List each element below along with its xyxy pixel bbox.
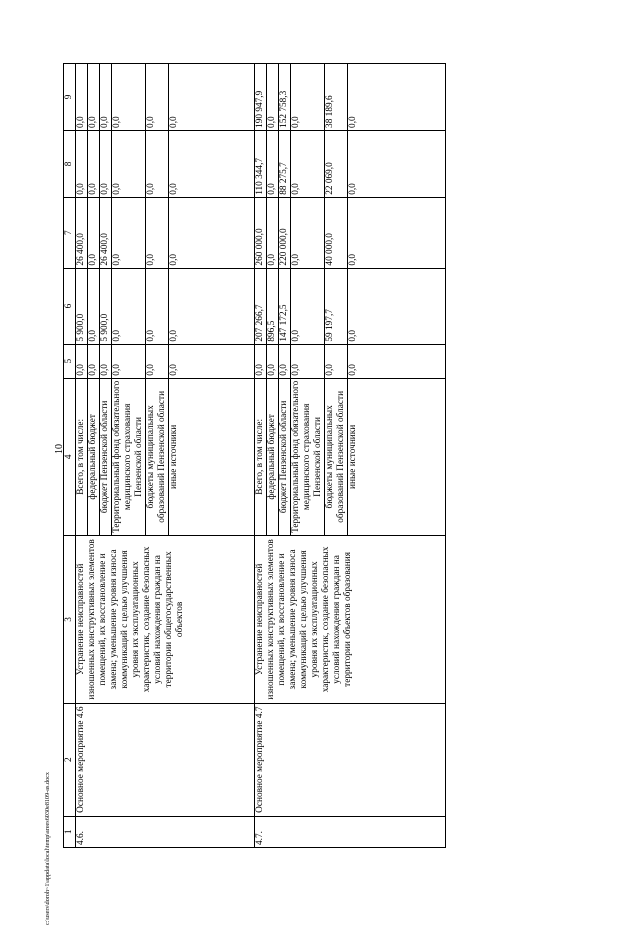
value-cell: 0,0 bbox=[169, 64, 255, 131]
value-cell: 0,0 bbox=[348, 130, 446, 197]
value-cell: 0,0 bbox=[88, 64, 100, 131]
measure-name: Основное мероприятие 4.6 bbox=[76, 703, 255, 816]
value-cell: 0,0 bbox=[169, 268, 255, 344]
value-cell: 0,0 bbox=[88, 130, 100, 197]
measure-4-7 bbox=[255, 64, 446, 848]
source-name: бюджет Пензенской области bbox=[100, 378, 112, 535]
value-cell: 0,0 bbox=[291, 130, 325, 197]
header-cell: 4 bbox=[64, 378, 76, 535]
value-cell: 88 275,7 bbox=[279, 130, 291, 197]
value-cell: 220 000,0 bbox=[279, 197, 291, 268]
value-cell: 0,0 bbox=[112, 130, 146, 197]
value-cell: 0,0 bbox=[267, 344, 279, 378]
value-cell: 5 900,0 bbox=[100, 268, 112, 344]
value-cell: 0,0 bbox=[146, 268, 169, 344]
value-cell: 0,0 bbox=[100, 130, 112, 197]
measure-4-6 bbox=[76, 64, 255, 848]
source-name: бюджеты муниципальных образований Пензенской области bbox=[146, 378, 169, 535]
value-cell: 0,0 bbox=[88, 344, 100, 378]
value-cell: 0,0 bbox=[100, 64, 112, 131]
page-number: 10 bbox=[54, 444, 65, 454]
source-name: федеральный бюджет bbox=[88, 378, 100, 535]
value-cell: 0,0 bbox=[146, 344, 169, 378]
value-cell: 0,0 bbox=[169, 130, 255, 197]
value-cell: 0,0 bbox=[112, 344, 146, 378]
value-cell: 0,0 bbox=[112, 197, 146, 268]
header-cell: 7 bbox=[64, 197, 76, 268]
value-cell: 0,0 bbox=[255, 344, 267, 378]
footer-file-path: c:\users\doroh~1\appdata\local\temp\arees6030e8109-as.docx bbox=[44, 771, 51, 925]
value-cell: 0,0 bbox=[348, 64, 446, 131]
value-cell: 0,0 bbox=[112, 64, 146, 131]
source-name: Всего, в том числе: bbox=[76, 378, 88, 535]
value-cell: 0,0 bbox=[291, 344, 325, 378]
source-name: Территориальный фонд обязательного медицинского страхования Пензенской области bbox=[291, 378, 325, 535]
value-cell: 0,0 bbox=[267, 130, 279, 197]
table-header-row bbox=[64, 64, 76, 848]
value-cell: 0,0 bbox=[325, 344, 348, 378]
measure-description: Устранение неисправностей изношенных конструктивных элементов помещений, их восстановление и замена; уменьшение уровня износа коммуникаций с целью улучшения уровня их эксплуатационных характеристик, создание безопасных условий нахождения граждан на территории объектов образования bbox=[255, 536, 446, 704]
value-cell: 0,0 bbox=[291, 64, 325, 131]
value-cell: 260 000,0 bbox=[255, 197, 267, 268]
value-cell: 0,0 bbox=[291, 268, 325, 344]
value-cell: 0,0 bbox=[291, 197, 325, 268]
measure-name: Основное мероприятие 4.7 bbox=[255, 703, 446, 816]
row-number: 4.6. bbox=[76, 816, 255, 847]
header-cell: 8 bbox=[64, 130, 76, 197]
value-cell: 207 266,7 bbox=[255, 268, 267, 344]
value-cell: 0,0 bbox=[100, 344, 112, 378]
value-cell: 0,0 bbox=[146, 197, 169, 268]
budget-table bbox=[63, 63, 446, 848]
header-cell: 9 bbox=[64, 64, 76, 131]
value-cell: 26 400,0 bbox=[76, 197, 88, 268]
value-cell: 0,0 bbox=[348, 344, 446, 378]
header-cell: 6 bbox=[64, 268, 76, 344]
value-cell: 0,0 bbox=[146, 64, 169, 131]
value-cell: 0,0 bbox=[169, 344, 255, 378]
value-cell: 0,0 bbox=[267, 64, 279, 131]
value-cell: 0,0 bbox=[76, 130, 88, 197]
value-cell: 0,0 bbox=[112, 268, 146, 344]
value-cell: 22 069,0 bbox=[325, 130, 348, 197]
value-cell: 896,5 bbox=[267, 268, 279, 344]
source-name: бюджет Пензенской области bbox=[279, 378, 291, 535]
value-cell: 38 189,6 bbox=[325, 64, 348, 131]
value-cell: 0,0 bbox=[76, 64, 88, 131]
table-row bbox=[255, 64, 267, 848]
value-cell: 0,0 bbox=[88, 268, 100, 344]
value-cell: 26 400,0 bbox=[100, 197, 112, 268]
source-name: Всего, в том числе: bbox=[255, 378, 267, 535]
value-cell: 0,0 bbox=[348, 268, 446, 344]
value-cell: 152 758,3 bbox=[279, 64, 291, 131]
value-cell: 0,0 bbox=[267, 197, 279, 268]
header-cell: 1 bbox=[64, 816, 76, 847]
source-name: федеральный бюджет bbox=[267, 378, 279, 535]
value-cell: 0,0 bbox=[88, 197, 100, 268]
value-cell: 190 947,9 bbox=[255, 64, 267, 131]
header-cell: 2 bbox=[64, 703, 76, 816]
value-cell: 5 900,0 bbox=[76, 268, 88, 344]
measure-description: Устранение неисправностей изношенных конструктивных элементов помещений, их восстановление и замена; уменьшение уровня износа коммуникаций с целью улучшения уровня их эксплуатационных характеристик, создание безопасных условий нахождения граждан на территории общегосударственных объектов bbox=[76, 536, 255, 704]
value-cell: 110 344,7 bbox=[255, 130, 267, 197]
header-cell: 3 bbox=[64, 536, 76, 704]
value-cell: 147 172,5 bbox=[279, 268, 291, 344]
value-cell: 59 197,7 bbox=[325, 268, 348, 344]
value-cell: 0,0 bbox=[279, 344, 291, 378]
value-cell: 0,0 bbox=[146, 130, 169, 197]
value-cell: 40 000,0 bbox=[325, 197, 348, 268]
value-cell: 0,0 bbox=[169, 197, 255, 268]
source-name: Территориальный фонд обязательного медицинского страхования Пензенской области bbox=[112, 378, 146, 535]
value-cell: 0,0 bbox=[348, 197, 446, 268]
table-row bbox=[76, 64, 88, 848]
source-name: иные источники bbox=[348, 378, 446, 535]
row-number: 4.7. bbox=[255, 816, 446, 847]
rotated-table-sheet bbox=[63, 63, 584, 848]
header-cell: 5 bbox=[64, 344, 76, 378]
value-cell: 0,0 bbox=[76, 344, 88, 378]
source-name: бюджеты муниципальных образований Пензенской области bbox=[325, 378, 348, 535]
source-name: иные источники bbox=[169, 378, 255, 535]
